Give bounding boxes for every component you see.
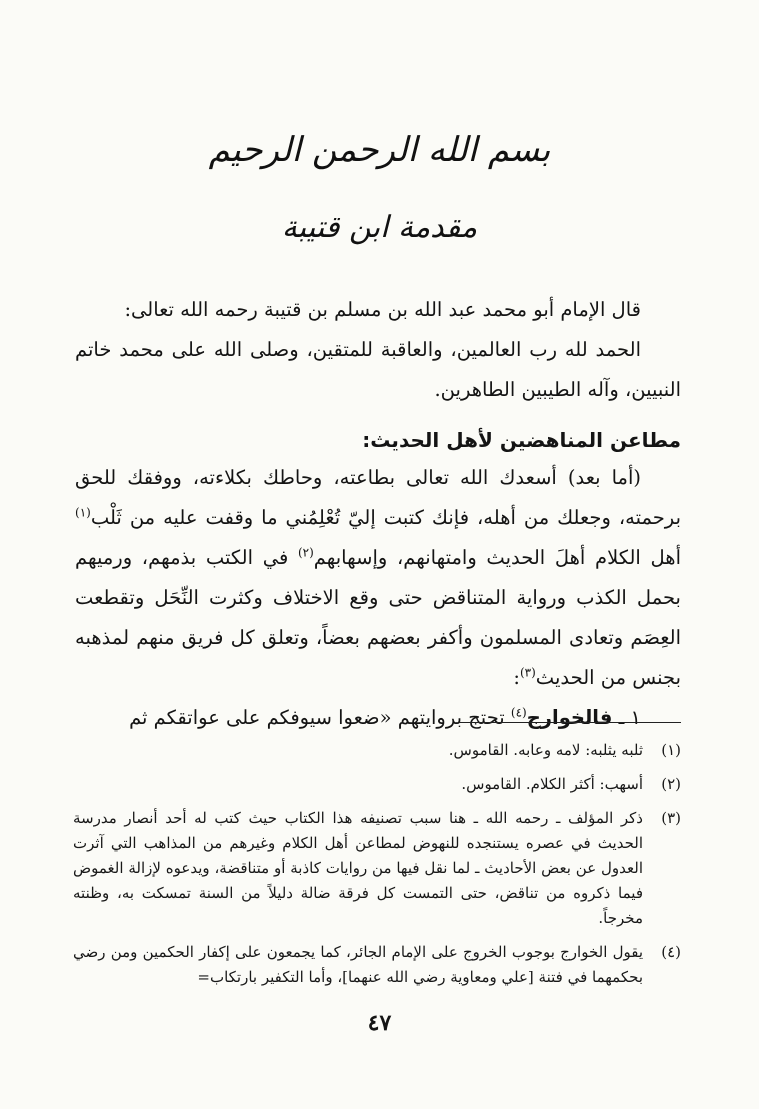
- section-heading: مطاعن المناهضين لأهل الحديث:: [362, 428, 681, 452]
- footnote-ref-4[interactable]: (٤): [510, 705, 527, 720]
- footnote: [73, 772, 681, 797]
- footnote-ref-3[interactable]: (٣): [519, 665, 536, 680]
- footnote-ref-2[interactable]: (٢): [297, 545, 314, 560]
- footnote: [73, 738, 681, 763]
- list-item-number: ١ ـ: [612, 706, 641, 729]
- intro-line: قال الإمام أبو محمد عبد الله بن مسلم بن قتيبة رحمه الله تعالى:: [124, 298, 641, 321]
- footnote-number: (١): [661, 741, 681, 759]
- footnote-divider: [459, 722, 681, 723]
- footnote-text: ثلبه يثلبه: لامه وعابه. القاموس.: [448, 741, 643, 759]
- term-khawarij: فالخوارج: [526, 706, 613, 729]
- intro-section: [75, 290, 681, 410]
- footnote: [73, 806, 681, 931]
- footnotes: [73, 738, 681, 999]
- footnote: [73, 940, 681, 990]
- footnote-number: (٣): [661, 809, 681, 827]
- footnote-text: ذكر المؤلف ـ رحمه الله ـ هنا سبب تصنيفه هذا الكتاب حيث كتب له أحد أنصار مدرسة الحديث في عصره يستنجده للنهوض لمطاعن أهل الكلام وغيرهم من المذاهب التي آثرت العدول عن بعض الأحاديث ـ لما نقل فيها من روايات كاذبة أو متناقضة، ويدعوه لإزالة الغموض فيما ذكروه من تناقض، حتى التمست كل فرقة ضالة دليلاً من السنة تمسكت به، وظنته مخرجاً.: [73, 809, 643, 927]
- footnote-ref-1[interactable]: (١): [75, 505, 91, 520]
- page-title: مقدمة ابن قتيبة: [281, 210, 478, 245]
- intro-paragraph: الحمد لله رب العالمين، والعاقبة للمتقين، وصلى الله على محمد خاتم النبيين، وآله الطيبين الطاهرين.: [75, 338, 681, 401]
- footnote-number: (٤): [661, 943, 681, 961]
- footnote-number: (٢): [661, 775, 681, 793]
- basmala-calligraphy: بسم الله الرحمن الرحيم: [208, 130, 551, 170]
- section-body: (أما بعد) أسعدك الله تعالى بطاعته، وحاطك بكلاءته، ووفقك للحق برحمته، وجعلك من أهله، فإنك كتبت إليّ تُعْلِمُني ما وقفت عليه من ثَلْب$^{(١)}$ أهل الكلام أهلَ الحديث وامتهانهم، وإسهابهم$^{(٢)}$ في الكتب بذمهم، ورميهم بحمل الكذب ورواية المتناقض حتى وقع الاختلاف وكثرت النِّحَل وتقطعت العِصَم وتعادى المسلمون وأكفر بعضهم بعضاً، وتعلق كل فريق منهم لمذهبه بجنس من الحديث$^{(٣)}$: ١ ـ فالخوارج$^{(٤)}$ تحتج بروايتهم «ضعوا سيوفكم على عواتقكم ثم: [75, 466, 681, 729]
- footnote-text: يقول الخوارج بوجوب الخروج على الإمام الجائر، كما يجمعون على إكفار الحكمين ومن رضي بحكمهما في فتنة [علي ومعاوية رضي الله عنهما]، وأما التكفير بارتكاب=: [73, 943, 643, 986]
- page-number: ٤٧: [367, 1010, 392, 1036]
- footnote-text: أسهب: أكثر الكلام. القاموس.: [461, 775, 643, 793]
